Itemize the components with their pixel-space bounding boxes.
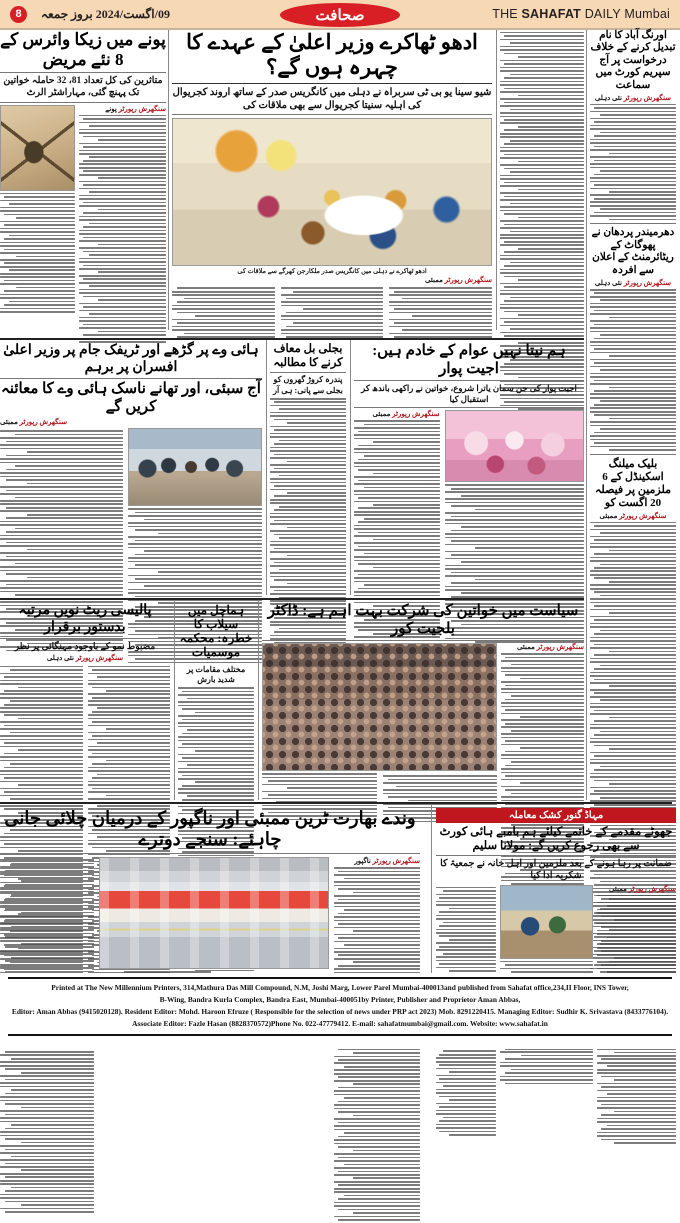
highway-photo bbox=[128, 428, 262, 506]
sidebar-aurangabad-headline: اورنگ آباد کا نام تبدیل کرنے کے خلاف درخواست پر آج سپریم کورٹ میں سماعت bbox=[590, 30, 676, 91]
lead-story bbox=[172, 30, 492, 340]
lead-photo bbox=[172, 118, 492, 266]
policy-subhead: مضبوط نمو کے باوجود مہنگائی پر نظر bbox=[14, 641, 156, 652]
zika-story bbox=[0, 30, 166, 345]
zika-headline: پونے میں زیکا وائرس کے 8 نئے مریض bbox=[0, 30, 166, 70]
sidebar-retirement-byline: سنگھرش رپورٹر نئی دہلی bbox=[594, 278, 672, 287]
ajit-headline: ہم نیتا نہیں عوام کے خادم ہیں: اجیت پوار bbox=[372, 343, 566, 377]
zika-body-col2 bbox=[0, 193, 75, 313]
band2-divider-1 bbox=[266, 340, 267, 595]
ajit-subhead: اجیت پوار کی جن سمان یاترا شروع، خواتین نے راکھی باندھ کر استقبال کیا bbox=[361, 383, 577, 405]
band3-divider bbox=[0, 598, 584, 600]
publication-date: 09/اگست/2024 بروز جمعہ bbox=[41, 6, 170, 21]
imprint-line-1: Printed at The New Millennium Printers, 314,Mathura Das Mill Compound, N.M, Joshi Marg, Lower Parel Mumbai-400013and published from Sahafat office,234,II Floor, INS Tower, bbox=[51, 983, 629, 992]
sidebar-aurangabad-byline: سنگھرش رپورٹر نئی دہلی bbox=[594, 93, 672, 102]
lead-body-col3 bbox=[172, 286, 275, 340]
logo-text: صحافت bbox=[315, 7, 365, 24]
imprint-line-4: Associate Editor: Fazle Hasan (8828370572)Phone No. 022-47779412. E-mail: sahafatmumbai@gmail.com. Website: www.sahafat.in bbox=[132, 1018, 548, 1028]
band4-divider-1 bbox=[431, 804, 432, 982]
highway-subhead: آج سبئی، اور تھانے ناسک ہائی وے کا معائنہ کریں گے bbox=[1, 381, 261, 415]
sidebar-blackmail-byline: سنگھرش رپورٹر ممبئی bbox=[599, 511, 667, 520]
imprint-line-3: Editor: Aman Abbas (9415020128). Resident Editor: Mohd. Haroon Efruze ( Responsible for the selection of news under PRP act 2023) Mob. 8291220415. Managing Editor: Sudhir K. Srivastava (8433776104). bbox=[11, 1006, 669, 1016]
band2-divider-2 bbox=[350, 340, 351, 595]
newspaper-logo bbox=[280, 3, 400, 27]
zika-byline: سنگھرش رپورٹر پونے bbox=[105, 104, 166, 113]
lead-subhead: شیو سینا یو بی ٹی سربراہ نے دہلی میں کانگریس صدر کے ساتھ اروند کجریوال کی اہلیہ سنیتا کجریوال سے بھی ملاقات کی bbox=[172, 86, 492, 111]
lead-body-col1 bbox=[389, 286, 492, 340]
footer-bottom-rule bbox=[8, 1034, 672, 1036]
train-photo bbox=[99, 857, 329, 969]
sidebar-divider bbox=[586, 30, 587, 800]
himachal-subhead: مختلف مقامات پر شدید بارش bbox=[186, 664, 246, 685]
sidebar-retirement-body bbox=[590, 289, 676, 451]
policy-byline: سنگھرش رپورٹر نئی دہلی bbox=[46, 653, 124, 662]
zika-mosquito-photo bbox=[0, 105, 75, 191]
band3-divider-2 bbox=[258, 600, 259, 800]
page-number-badge: 8 bbox=[10, 6, 27, 23]
brand-suffix: DAILY Mumbai bbox=[581, 7, 670, 21]
page-content bbox=[0, 30, 680, 973]
zika-body bbox=[79, 105, 166, 345]
mahad-headline: جھوٹے مقدمے کے خاتمے کیلئے ہم بامبے ہائی کورٹ سے بھی رجوع کریں گے: مولانا سلیم bbox=[439, 826, 673, 852]
himachal-headline: ہماچل میں سیلاب کا خطرہ: محکمہ موسمیات bbox=[179, 603, 253, 660]
band2-divider bbox=[0, 338, 584, 340]
lead-body-col2 bbox=[281, 286, 384, 340]
women-byline: سنگھرش رپورٹر ممبئی bbox=[517, 643, 584, 652]
women-crowd-photo bbox=[262, 643, 497, 771]
mahad-photo bbox=[500, 885, 593, 959]
highway-byline: سنگھرش رپورٹر ممبئی bbox=[0, 418, 67, 427]
policy-headline: پالیسی ریٹ نویں مرتبہ بدستور برقرار bbox=[18, 603, 152, 635]
train-headline: وندے بھارت ٹرین ممبئی اور ناگپور کے درمیان چلائی جانی چاہئے: سنجے دوترے bbox=[4, 808, 416, 850]
mahad-subhead: ضمانت پر رہا ہونے کے بعد ملزمین اور اہل خانہ نے جمعیۃ کا شکریہ ادا کیا bbox=[440, 859, 672, 882]
sidebar-retirement-headline: دھرمیندر پردھان نے پھوگاٹ کے ریٹائرمنٹ کے اعلان سے افردہ bbox=[591, 227, 675, 276]
brand-name: SAHAFAT bbox=[521, 7, 582, 21]
footer-top-rule bbox=[8, 977, 672, 979]
lead-photo-caption: ادھو ٹھاکرے نے دہلی میں کانگریس صدر ملکارجن کھرگے سے ملاقات کی bbox=[237, 267, 427, 275]
band4-divider bbox=[0, 802, 672, 804]
ajit-photo bbox=[445, 410, 585, 482]
lead-byline: سنگھرش رپورٹر ممبئی bbox=[425, 275, 492, 284]
lead-headline: ادھو ٹھاکرے وزیر اعلیٰ کے عہدے کا چہرہ ہوں گے؟ bbox=[186, 30, 478, 79]
women-headline: سیاست میں خواتین کی شرکت بہت اہم ہے: ڈاکٹر بلجیت کور bbox=[267, 603, 579, 637]
bijlee-headline: بجلی بل معاف کرنے کا مطالبہ bbox=[273, 343, 343, 369]
band3-divider-1 bbox=[174, 600, 175, 800]
zika-subhead: متاثرین کی کل تعداد 81، 32 حاملہ خواتین تک پہنچ گئی، مہاراشٹر الرٹ bbox=[3, 76, 163, 99]
lead-right-divider bbox=[496, 30, 497, 330]
imprint-line-2: B-Wing, Bandra Kurla Complex, Bandra East, Mumbai-400051by Printer, Publisher and Proprietor Aman Abbas, bbox=[159, 994, 521, 1004]
bijlee-subhead: پندرہ کروڑ گھروں کو بجلی سے پانی: ہی آر bbox=[273, 375, 343, 395]
ajit-byline: سنگھرش رپورٹر ممبئی bbox=[372, 410, 440, 419]
brand-title bbox=[492, 7, 670, 21]
train-byline: سنگھرش رپورٹر ناگپور bbox=[354, 857, 420, 866]
footer-imprint bbox=[0, 973, 680, 1049]
mahad-byline: سنگھرش رپورٹر ممبئی bbox=[609, 884, 676, 893]
masthead bbox=[0, 0, 680, 30]
sidebar-blackmail-headline: بلیک میلنگ اسکینڈل کے 6 ملزمین پر فیصلہ 20 اگست کو bbox=[594, 457, 672, 509]
sidebar-aurangabad-body bbox=[590, 104, 676, 221]
lead-left-divider bbox=[168, 30, 169, 330]
mahad-banner: مہاڈ گنور کشک معاملہ bbox=[436, 808, 676, 823]
highway-headline: ہائی وے پر گڑھے اور ٹریفک جام پر وزیر اعلیٰ افسران پر برہم bbox=[3, 343, 259, 375]
brand-prefix: THE bbox=[492, 7, 522, 21]
